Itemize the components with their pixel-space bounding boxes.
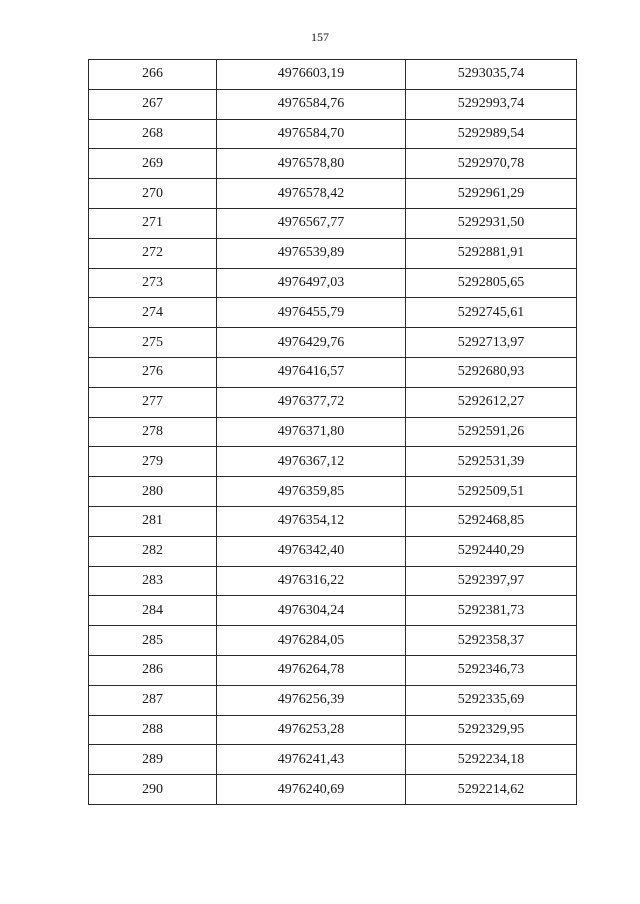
table-row [89,208,577,238]
y-coordinate-cell: 5292329,95 [406,715,577,745]
y-coordinate-cell: 5292381,73 [406,596,577,626]
y-coordinate-cell: 5292509,51 [406,477,577,507]
y-coordinate-cell: 5292468,85 [406,506,577,536]
table-row [89,417,577,447]
x-coordinate-cell: 4976455,79 [217,298,406,328]
table-row [89,119,577,149]
x-coordinate-cell: 4976354,12 [217,506,406,536]
point-number-cell: 269 [89,149,217,179]
x-coordinate-cell: 4976603,19 [217,60,406,90]
point-number-cell: 279 [89,447,217,477]
point-number-cell: 287 [89,685,217,715]
x-coordinate-cell: 4976316,22 [217,566,406,596]
table-row [89,655,577,685]
table-row [89,179,577,209]
x-coordinate-cell: 4976256,39 [217,685,406,715]
table-row [89,536,577,566]
point-number-cell: 290 [89,775,217,805]
x-coordinate-cell: 4976240,69 [217,775,406,805]
point-number-cell: 274 [89,298,217,328]
x-coordinate-cell: 4976377,72 [217,387,406,417]
table-row [89,685,577,715]
table-row [89,477,577,507]
coordinates-table-body [89,60,577,805]
point-number-cell: 283 [89,566,217,596]
point-number-cell: 271 [89,208,217,238]
point-number-cell: 272 [89,238,217,268]
y-coordinate-cell: 5292440,29 [406,536,577,566]
y-coordinate-cell: 5292713,97 [406,328,577,358]
table-row [89,447,577,477]
table-row [89,715,577,745]
x-coordinate-cell: 4976584,70 [217,119,406,149]
table-row [89,89,577,119]
point-number-cell: 280 [89,477,217,507]
table-row [89,775,577,805]
table-row [89,328,577,358]
table-row [89,268,577,298]
y-coordinate-cell: 5292881,91 [406,238,577,268]
table-row [89,566,577,596]
point-number-cell: 276 [89,357,217,387]
x-coordinate-cell: 4976578,80 [217,149,406,179]
x-coordinate-cell: 4976264,78 [217,655,406,685]
table-row [89,506,577,536]
y-coordinate-cell: 5292397,97 [406,566,577,596]
point-number-cell: 268 [89,119,217,149]
point-number-cell: 278 [89,417,217,447]
y-coordinate-cell: 5292805,65 [406,268,577,298]
table-row [89,745,577,775]
table-row [89,357,577,387]
point-number-cell: 267 [89,89,217,119]
y-coordinate-cell: 5292970,78 [406,149,577,179]
y-coordinate-cell: 5292214,62 [406,775,577,805]
y-coordinate-cell: 5292612,27 [406,387,577,417]
x-coordinate-cell: 4976284,05 [217,626,406,656]
y-coordinate-cell: 5292680,93 [406,357,577,387]
page-number: 157 [311,30,329,44]
table-row [89,387,577,417]
x-coordinate-cell: 4976584,76 [217,89,406,119]
coordinates-table [88,59,577,805]
y-coordinate-cell: 5292358,37 [406,626,577,656]
y-coordinate-cell: 5292989,54 [406,119,577,149]
y-coordinate-cell: 5292993,74 [406,89,577,119]
point-number-cell: 282 [89,536,217,566]
x-coordinate-cell: 4976497,03 [217,268,406,298]
point-number-cell: 288 [89,715,217,745]
x-coordinate-cell: 4976416,57 [217,357,406,387]
point-number-cell: 286 [89,655,217,685]
x-coordinate-cell: 4976241,43 [217,745,406,775]
x-coordinate-cell: 4976342,40 [217,536,406,566]
table-row [89,238,577,268]
point-number-cell: 289 [89,745,217,775]
x-coordinate-cell: 4976371,80 [217,417,406,447]
point-number-cell: 275 [89,328,217,358]
x-coordinate-cell: 4976578,42 [217,179,406,209]
y-coordinate-cell: 5292961,29 [406,179,577,209]
x-coordinate-cell: 4976304,24 [217,596,406,626]
table-row [89,596,577,626]
table-row [89,298,577,328]
x-coordinate-cell: 4976567,77 [217,208,406,238]
x-coordinate-cell: 4976539,89 [217,238,406,268]
point-number-cell: 273 [89,268,217,298]
y-coordinate-cell: 5292745,61 [406,298,577,328]
point-number-cell: 266 [89,60,217,90]
table-row [89,149,577,179]
y-coordinate-cell: 5292346,73 [406,655,577,685]
point-number-cell: 270 [89,179,217,209]
y-coordinate-cell: 5292531,39 [406,447,577,477]
point-number-cell: 284 [89,596,217,626]
point-number-cell: 285 [89,626,217,656]
x-coordinate-cell: 4976359,85 [217,477,406,507]
y-coordinate-cell: 5292234,18 [406,745,577,775]
table-row [89,626,577,656]
x-coordinate-cell: 4976253,28 [217,715,406,745]
y-coordinate-cell: 5292931,50 [406,208,577,238]
y-coordinate-cell: 5293035,74 [406,60,577,90]
point-number-cell: 277 [89,387,217,417]
point-number-cell: 281 [89,506,217,536]
y-coordinate-cell: 5292335,69 [406,685,577,715]
x-coordinate-cell: 4976429,76 [217,328,406,358]
table-row [89,60,577,90]
x-coordinate-cell: 4976367,12 [217,447,406,477]
y-coordinate-cell: 5292591,26 [406,417,577,447]
